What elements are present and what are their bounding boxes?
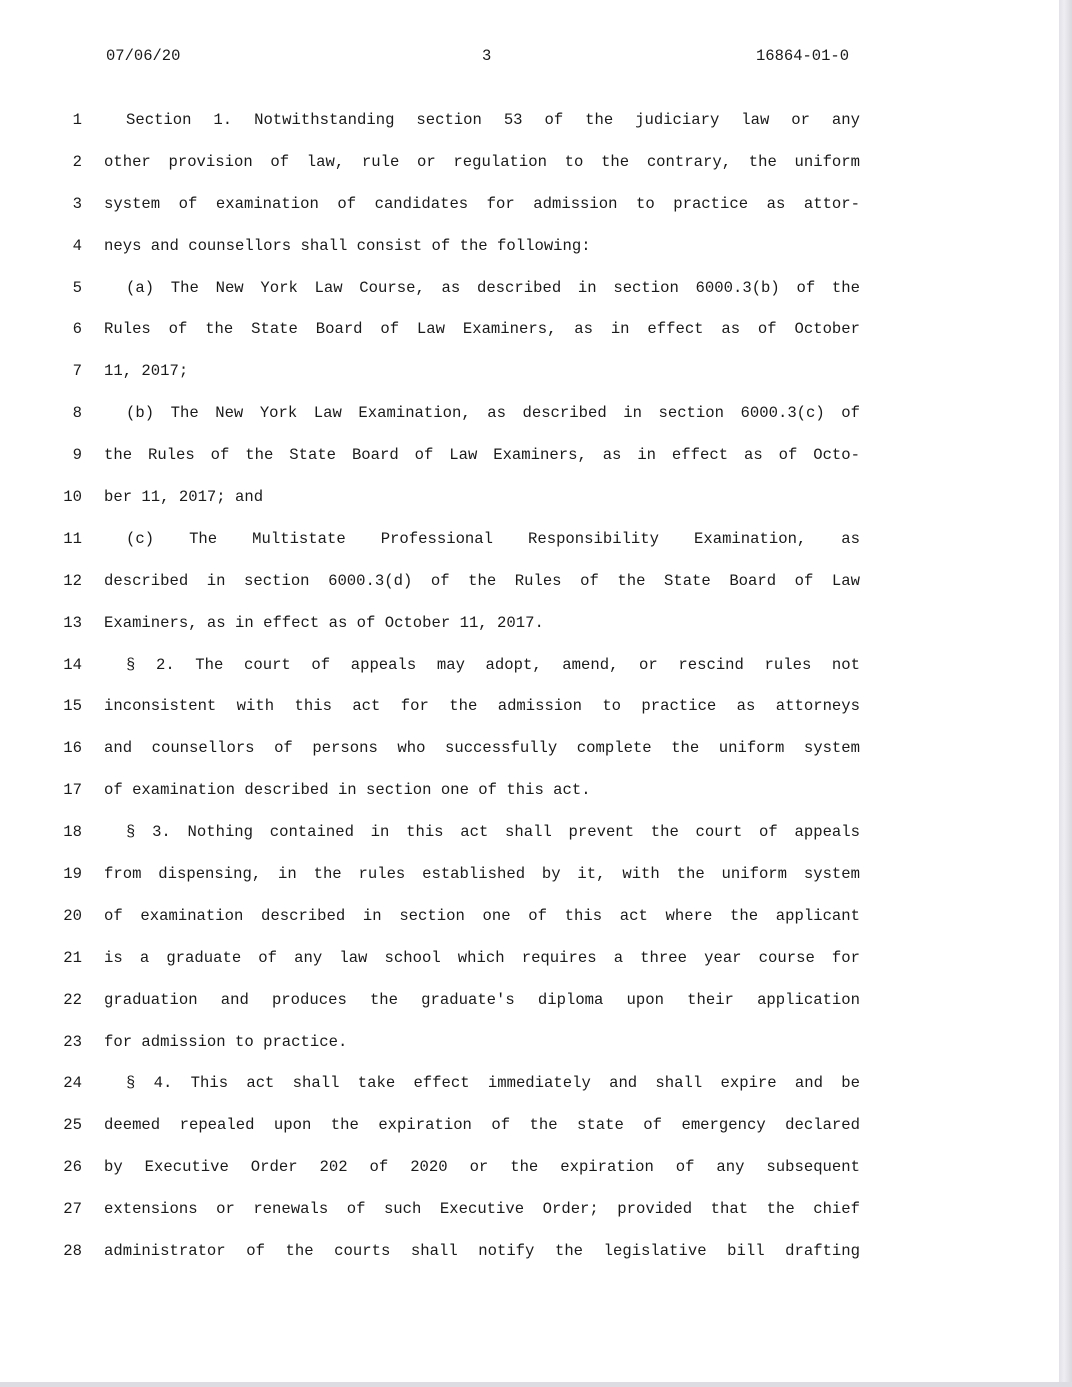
line-number: 28 [63, 1242, 82, 1261]
line-text: ber 11, 2017; and [104, 488, 264, 507]
document-line [0, 905, 1059, 947]
document-line [0, 1240, 1059, 1282]
line-number: 17 [63, 781, 82, 800]
line-text: § 4. This act shall take effect immediately and shall expire and be [126, 1074, 860, 1093]
document-line [0, 235, 1059, 277]
document-line [0, 779, 1059, 821]
header-page-number: 3 [482, 47, 492, 65]
document-line [0, 528, 1059, 570]
line-number: 6 [72, 320, 82, 339]
line-text: for admission to practice. [104, 1032, 348, 1051]
line-text: administrator of the courts shall notify the legislative bill drafting [104, 1242, 860, 1261]
document-line [0, 1072, 1059, 1114]
document-line [0, 402, 1059, 444]
document-line [0, 654, 1059, 696]
line-number: 19 [63, 865, 82, 884]
header-date: 07/06/20 [106, 47, 181, 65]
line-text: of examination described in section one of this act. [104, 781, 591, 800]
document-line [0, 989, 1059, 1031]
line-text: by Executive Order 202 of 2020 or the expiration of any subsequent [104, 1158, 860, 1177]
line-text: 11, 2017; [104, 362, 189, 381]
line-number: 27 [63, 1200, 82, 1219]
page-edge-right [1059, 0, 1072, 1387]
line-number: 21 [63, 948, 82, 967]
line-number: 9 [72, 446, 82, 465]
document-line [0, 737, 1059, 779]
numbered-lines [0, 109, 1059, 1282]
line-number: 2 [72, 152, 82, 171]
line-text: Rules of the State Board of Law Examiners, as in effect as of October [104, 320, 860, 339]
line-number: 20 [63, 906, 82, 925]
line-text: § 2. The court of appeals may adopt, amend, or rescind rules not [126, 655, 860, 674]
line-number: 5 [72, 278, 82, 297]
line-text: § 3. Nothing contained in this act shall prevent the court of appeals [126, 823, 860, 842]
line-number: 18 [63, 823, 82, 842]
line-text: (c) The Multistate Professional Responsibility Examination, as [126, 529, 860, 548]
line-number: 14 [63, 655, 82, 674]
document-line [0, 277, 1059, 319]
document-line [0, 1198, 1059, 1240]
document-line [0, 695, 1059, 737]
line-text: system of examination of candidates for admission to practice as attor- [104, 194, 860, 213]
line-number: 26 [63, 1158, 82, 1177]
line-number: 11 [63, 529, 82, 548]
line-number: 15 [63, 697, 82, 716]
document-line [0, 318, 1059, 360]
document-line [0, 947, 1059, 989]
page-header [0, 47, 1059, 69]
line-number: 16 [63, 739, 82, 758]
document-line [0, 821, 1059, 863]
line-text: Section 1. Notwithstanding section 53 of the judiciary law or any [126, 111, 860, 129]
line-text: is a graduate of any law school which requires a three year course for [104, 948, 860, 967]
line-text: from dispensing, in the rules established by it, with the uniform system [104, 865, 860, 884]
line-text: of examination described in section one of this act where the applicant [104, 906, 860, 925]
document-line [0, 1031, 1059, 1073]
line-text: Examiners, as in effect as of October 11, 2017. [104, 613, 544, 632]
document-line [0, 486, 1059, 528]
header-bill-number: 16864-01-0 [756, 47, 850, 65]
document-line [0, 151, 1059, 193]
line-number: 7 [72, 362, 82, 381]
line-text: the Rules of the State Board of Law Examiners, as in effect as of Octo- [104, 446, 860, 465]
line-text: and counsellors of persons who successfully complete the uniform system [104, 739, 860, 758]
document-line [0, 1156, 1059, 1198]
line-text: inconsistent with this act for the admission to practice as attorneys [104, 697, 860, 716]
line-number: 22 [63, 990, 82, 1009]
line-text: neys and counsellors shall consist of the following: [104, 236, 591, 255]
line-number: 1 [72, 111, 82, 129]
line-text: deemed repealed upon the expiration of the state of emergency declared [104, 1116, 860, 1135]
document-line [0, 570, 1059, 612]
document-line [0, 193, 1059, 235]
line-number: 24 [63, 1074, 82, 1093]
line-number: 10 [63, 488, 82, 507]
line-number: 25 [63, 1116, 82, 1135]
line-text: described in section 6000.3(d) of the Rules of the State Board of Law [104, 571, 860, 590]
page-edge-bottom [0, 1382, 1072, 1387]
line-number: 23 [63, 1032, 82, 1051]
line-number: 13 [63, 613, 82, 632]
line-number: 3 [72, 194, 82, 213]
line-number: 8 [72, 404, 82, 423]
document-line [0, 444, 1059, 486]
document-line [0, 612, 1059, 654]
line-number: 12 [63, 571, 82, 590]
document-line [0, 1114, 1059, 1156]
document-line [0, 863, 1059, 905]
document-line [0, 109, 1059, 151]
line-text: (b) The New York Law Examination, as described in section 6000.3(c) of [126, 404, 860, 423]
document-line [0, 360, 1059, 402]
line-text: other provision of law, rule or regulation to the contrary, the uniform [104, 152, 860, 171]
line-text: graduation and produces the graduate's diploma upon their application [104, 990, 860, 1009]
line-text: (a) The New York Law Course, as described in section 6000.3(b) of the [126, 278, 860, 297]
line-text: extensions or renewals of such Executive Order; provided that the chief [104, 1200, 860, 1219]
line-number: 4 [72, 236, 82, 255]
